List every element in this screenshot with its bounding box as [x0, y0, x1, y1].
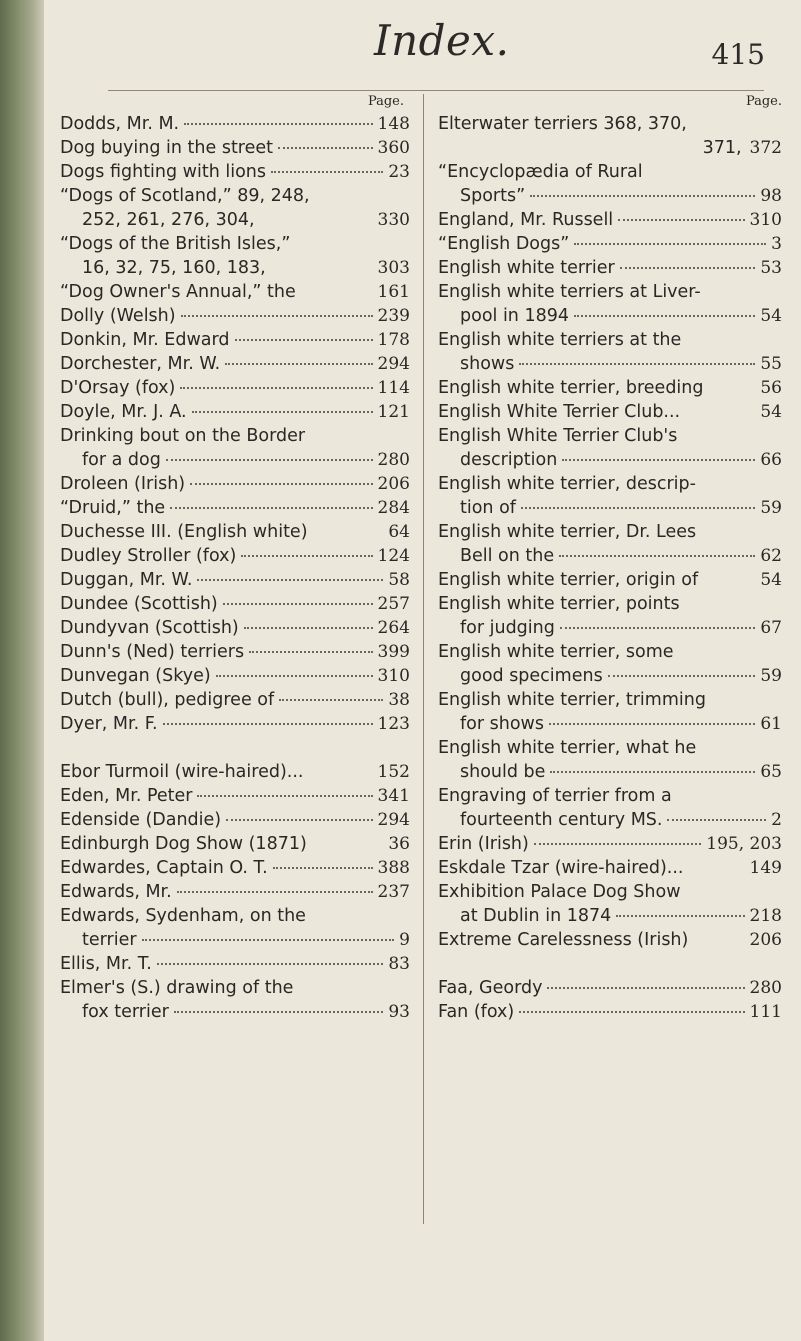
column-divider [423, 94, 424, 1224]
dot-leader [521, 507, 755, 509]
index-entry [60, 568, 410, 592]
page-title: Index. [374, 16, 510, 65]
dot-leader [235, 339, 373, 341]
entry-text: D'Orsay (fox) [60, 378, 176, 398]
index-entry [438, 112, 782, 136]
entry-page-number: 38 [388, 690, 410, 710]
entry-text: Eden, Mr. Peter [60, 786, 193, 806]
index-entry [60, 328, 410, 352]
dot-leader [170, 507, 372, 509]
entry-text: Dorchester, Mr. W. [60, 354, 221, 374]
index-entry [60, 160, 410, 184]
index-entry [438, 688, 782, 712]
index-entry-continuation [438, 184, 782, 208]
entry-text: 252, 261, 276, 304, [82, 210, 255, 230]
entry-text: Dunvegan (Skye) [60, 666, 211, 686]
entry-text: Sports” [460, 186, 526, 206]
entry-text: Eskdale Tzar (wire-haired)... [438, 858, 684, 878]
index-entry [60, 784, 410, 808]
entry-page-number: 98 [760, 186, 782, 206]
entry-text: Dunn's (Ned) terriers [60, 642, 245, 662]
entry-page-number: 54 [760, 306, 782, 326]
entry-page-number: 195, 203 [706, 834, 782, 854]
entry-text: Duchesse III. (English white) [60, 522, 308, 542]
entry-page-number: 149 [749, 858, 782, 878]
index-entry-continuation [438, 304, 782, 328]
entry-text: English white terrier, Dr. Lees [438, 522, 697, 542]
dot-leader [190, 483, 372, 485]
entry-text: “Druid,” the [60, 498, 166, 518]
dot-leader [249, 651, 372, 653]
entry-text: English white terrier, what he [438, 738, 697, 758]
index-entry [60, 424, 410, 448]
index-entry [438, 592, 782, 616]
index-entry [438, 280, 782, 304]
dot-leader [271, 171, 383, 173]
index-entries-right [438, 112, 782, 1024]
entry-page-number: 55 [760, 354, 782, 374]
entry-text: English white terrier, points [438, 594, 680, 614]
entry-text: Bell on the [460, 546, 555, 566]
entry-text: at Dublin in 1874 [460, 906, 612, 926]
entry-text: Duggan, Mr. W. [60, 570, 193, 590]
index-entry [438, 736, 782, 760]
header-rule [108, 90, 764, 91]
entry-page-number: 161 [377, 282, 410, 302]
entry-text: Edenside (Dandie) [60, 810, 222, 830]
page-number: 415 [711, 38, 765, 71]
entry-page-number: 66 [760, 450, 782, 470]
entry-page-number: 310 [749, 210, 782, 230]
index-column-left [60, 92, 410, 1024]
entry-page-number: 360 [377, 138, 410, 158]
entry-text: English white terrier, descrip- [438, 474, 696, 494]
index-entry [438, 928, 782, 952]
index-entry [438, 976, 782, 1000]
index-entry [60, 400, 410, 424]
index-entry-continuation [60, 1000, 410, 1024]
index-entry [60, 280, 410, 304]
dot-leader [620, 267, 756, 269]
entry-text: Edinburgh Dog Show (1871) [60, 834, 307, 854]
entry-text: Dolly (Welsh) [60, 306, 176, 326]
entry-text: “Dogs of the British Isles,” [60, 234, 291, 254]
index-entry [438, 520, 782, 544]
section-gap [60, 736, 410, 760]
entry-page-number: 56 [760, 378, 782, 398]
dot-leader [273, 867, 373, 869]
entry-page-number: 152 [377, 762, 410, 782]
dot-leader [616, 915, 744, 917]
entry-text: Donkin, Mr. Edward [60, 330, 230, 350]
index-entry [60, 112, 410, 136]
entry-text: Engraving of terrier from a [438, 786, 672, 806]
entry-page-number: 61 [760, 714, 782, 734]
entry-text: Exhibition Palace Dog Show [438, 882, 681, 902]
entry-text: Edwards, Sydenham, on the [60, 906, 306, 926]
entry-page-number: 399 [377, 642, 410, 662]
index-entry-continuation [60, 256, 410, 280]
entry-page-number: 65 [760, 762, 782, 782]
entry-page-number: 36 [388, 834, 410, 854]
index-entry [60, 592, 410, 616]
index-entry [438, 1000, 782, 1024]
dot-leader [177, 891, 373, 893]
entry-page-number: 111 [749, 1002, 782, 1022]
entry-text: good specimens [460, 666, 603, 686]
index-entry [60, 376, 410, 400]
index-entry [60, 952, 410, 976]
entry-text: for a dog [82, 450, 161, 470]
column-page-label: Page. [745, 94, 782, 109]
index-entry [60, 616, 410, 640]
entry-page-number: 280 [749, 978, 782, 998]
dot-leader [549, 723, 755, 725]
index-entry-continuation [438, 496, 782, 520]
entry-text: Extreme Carelessness (Irish) [438, 930, 689, 950]
index-entry [60, 640, 410, 664]
entry-text: “English Dogs” [438, 234, 570, 254]
index-entry-continuation [438, 544, 782, 568]
index-entry [438, 400, 782, 424]
entry-page-number: 239 [377, 306, 410, 326]
dot-leader [550, 771, 755, 773]
dot-leader [197, 795, 372, 797]
index-entry-continuation [438, 352, 782, 376]
dot-leader [574, 315, 755, 317]
entry-text: fox terrier [82, 1002, 169, 1022]
index-entry [438, 328, 782, 352]
entry-page-number: 64 [388, 522, 410, 542]
entry-text: English white terrier, origin of [438, 570, 699, 590]
entry-page-number: 330 [377, 210, 410, 230]
entry-text: Dundyvan (Scottish) [60, 618, 239, 638]
index-entry [60, 760, 410, 784]
dot-leader [166, 459, 373, 461]
index-column-right [438, 92, 782, 1024]
entry-text: terrier [82, 930, 137, 950]
entry-text: Dyer, Mr. F. [60, 714, 158, 734]
index-entry-continuation [438, 808, 782, 832]
entry-page-number: 218 [749, 906, 782, 926]
entry-page-number: 372 [749, 138, 782, 158]
entry-page-number: 93 [388, 1002, 410, 1022]
index-entry-continuation [438, 712, 782, 736]
entry-text: English white terrier, some [438, 642, 674, 662]
dot-leader [560, 627, 756, 629]
entry-page-number: 59 [760, 666, 782, 686]
dot-leader [184, 123, 372, 125]
entry-text: Edwardes, Captain O. T. [60, 858, 268, 878]
index-entry-continuation [438, 616, 782, 640]
entry-text: Dudley Stroller (fox) [60, 546, 237, 566]
entry-text: for shows [460, 714, 544, 734]
index-entry [438, 640, 782, 664]
index-entry [438, 880, 782, 904]
index-entry [438, 160, 782, 184]
index-entry [438, 232, 782, 256]
index-entry [60, 352, 410, 376]
entry-text: “Encyclopædia of Rural [438, 162, 643, 182]
index-entry [438, 856, 782, 880]
entry-page-number: 303 [377, 258, 410, 278]
dot-leader [216, 675, 373, 677]
dot-leader [157, 963, 383, 965]
index-page [44, 0, 801, 1341]
index-entry-continuation [438, 760, 782, 784]
entry-text: should be [460, 762, 546, 782]
book-binding-edge [0, 0, 44, 1341]
index-entry [60, 136, 410, 160]
dot-leader [519, 1011, 744, 1013]
dot-leader [163, 723, 373, 725]
entry-page-number: 114 [377, 378, 410, 398]
entry-page-number: 9 [399, 930, 410, 950]
entry-page-number: 23 [388, 162, 410, 182]
index-entry-continuation [438, 664, 782, 688]
dot-leader [559, 555, 755, 557]
index-entry-continuation [60, 448, 410, 472]
entry-text: Drinking bout on the Border [60, 426, 306, 446]
entry-text: Elmer's (S.) drawing of the [60, 978, 294, 998]
entry-text: English white terriers at the [438, 330, 682, 350]
index-entry [438, 832, 782, 856]
dot-leader [197, 579, 383, 581]
index-entries-left [60, 112, 410, 1024]
index-entry-continuation [438, 904, 782, 928]
dot-leader [667, 819, 766, 821]
column-page-label: Page. [367, 94, 404, 109]
index-entry [60, 544, 410, 568]
entry-text: English white terrier, breeding [438, 378, 704, 398]
dot-leader [244, 627, 373, 629]
entry-text: English White Terrier Club's [438, 426, 678, 446]
entry-page-number: 148 [377, 114, 410, 134]
entry-text: description [460, 450, 558, 470]
entry-text: English White Terrier Club... [438, 402, 681, 422]
entry-page-number: 206 [749, 930, 782, 950]
entry-page-number: 280 [377, 450, 410, 470]
index-entry-continuation [438, 448, 782, 472]
entry-page-number: 62 [760, 546, 782, 566]
entry-page-number: 206 [377, 474, 410, 494]
index-entry [438, 376, 782, 400]
entry-page-number: 294 [377, 810, 410, 830]
entry-page-number: 284 [377, 498, 410, 518]
entry-text: Erin (Irish) [438, 834, 529, 854]
entry-text: tion of [460, 498, 516, 518]
index-entry [60, 184, 410, 208]
entry-text: pool in 1894 [460, 306, 569, 326]
entry-text: Dundee (Scottish) [60, 594, 218, 614]
entry-text: Dodds, Mr. M. [60, 114, 180, 134]
entry-text: Elterwater terriers 368, 370, [438, 114, 687, 134]
index-entry [60, 880, 410, 904]
index-entry-continuation [60, 208, 410, 232]
dot-leader [562, 459, 755, 461]
entry-page-number: 257 [377, 594, 410, 614]
entry-text: Ellis, Mr. T. [60, 954, 152, 974]
dot-leader [174, 1011, 384, 1013]
entry-page-number: 178 [377, 330, 410, 350]
entry-page-number: 3 [771, 234, 782, 254]
index-entry [438, 472, 782, 496]
entry-text: English white terrier, trimming [438, 690, 706, 710]
entry-page-number: 54 [760, 402, 782, 422]
index-entry [60, 904, 410, 928]
entry-page-number: 341 [377, 786, 410, 806]
index-entry [438, 256, 782, 280]
entry-page-number: 58 [388, 570, 410, 590]
index-entry [60, 304, 410, 328]
dot-leader [278, 147, 373, 149]
entry-page-number: 264 [377, 618, 410, 638]
index-entry [60, 664, 410, 688]
entry-text: English white terrier [438, 258, 615, 278]
entry-page-number: 2 [771, 810, 782, 830]
index-entry [60, 856, 410, 880]
entry-page-number: 123 [377, 714, 410, 734]
entry-text: Faa, Geordy [438, 978, 543, 998]
index-entry [438, 784, 782, 808]
entry-text: for judging [460, 618, 555, 638]
entry-text: English white terriers at Liver- [438, 282, 701, 302]
entry-page-number: 53 [760, 258, 782, 278]
index-entry [60, 496, 410, 520]
section-gap [438, 952, 782, 976]
entry-page-number: 59 [760, 498, 782, 518]
index-entry [438, 568, 782, 592]
index-entry [60, 520, 410, 544]
entry-page-number: 121 [377, 402, 410, 422]
entry-page-number: 237 [377, 882, 410, 902]
dot-leader [530, 195, 755, 197]
index-entry [60, 808, 410, 832]
entry-text: Droleen (Irish) [60, 474, 186, 494]
entry-page-number: 83 [388, 954, 410, 974]
entry-text: 16, 32, 75, 160, 183, [82, 258, 266, 278]
dot-leader [241, 555, 372, 557]
dot-leader [547, 987, 744, 989]
entry-page-number: 67 [760, 618, 782, 638]
dot-leader [519, 363, 755, 365]
dot-leader [180, 387, 372, 389]
index-entry-continuation [438, 136, 782, 160]
entry-text: fourteenth century MS. [460, 810, 663, 830]
entry-text: “Dogs of Scotland,” 89, 248, [60, 186, 310, 206]
index-entry [60, 976, 410, 1000]
dot-leader [181, 315, 373, 317]
index-entry [60, 472, 410, 496]
entry-text: Doyle, Mr. J. A. [60, 402, 187, 422]
index-entry [60, 688, 410, 712]
entry-text: 371, [702, 138, 742, 158]
entry-page-number: 310 [377, 666, 410, 686]
dot-leader [574, 243, 766, 245]
dot-leader [608, 675, 756, 677]
entry-text: shows [460, 354, 515, 374]
entry-text: Dutch (bull), pedigree of [60, 690, 275, 710]
dot-leader [534, 843, 701, 845]
page-header [44, 14, 801, 94]
dot-leader [279, 699, 383, 701]
entry-page-number: 124 [377, 546, 410, 566]
dot-leader [223, 603, 373, 605]
dot-leader [192, 411, 373, 413]
entry-page-number: 294 [377, 354, 410, 374]
index-entry [60, 232, 410, 256]
dot-leader [226, 819, 372, 821]
index-entry [438, 424, 782, 448]
entry-text: Fan (fox) [438, 1002, 515, 1022]
entry-page-number: 388 [377, 858, 410, 878]
index-entry [438, 208, 782, 232]
index-entry [60, 832, 410, 856]
entry-page-number: 54 [760, 570, 782, 590]
dot-leader [618, 219, 744, 221]
entry-text: Dog buying in the street [60, 138, 274, 158]
index-entry [60, 712, 410, 736]
entry-text: “Dog Owner's Annual,” the [60, 282, 296, 302]
entry-text: Ebor Turmoil (wire-haired)... [60, 762, 304, 782]
dot-leader [225, 363, 372, 365]
entry-text: Edwards, Mr. [60, 882, 172, 902]
entry-text: England, Mr. Russell [438, 210, 614, 230]
dot-leader [142, 939, 395, 941]
entry-text: Dogs fighting with lions [60, 162, 267, 182]
index-entry-continuation [60, 928, 410, 952]
